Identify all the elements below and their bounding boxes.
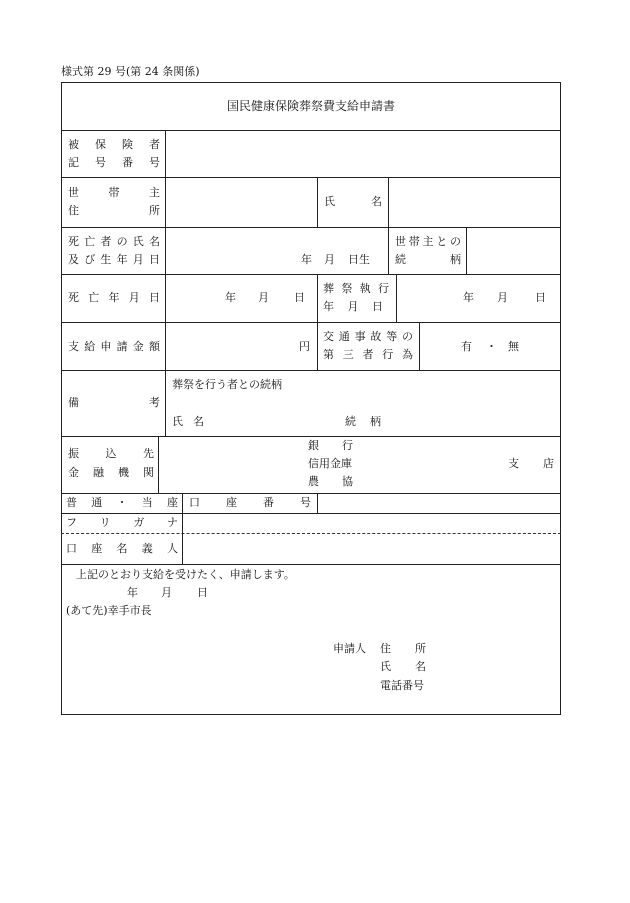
amount-unit: 円 bbox=[299, 340, 310, 353]
furigana-label: フ リ ガ ナ bbox=[66, 516, 178, 529]
rule bbox=[61, 513, 561, 514]
householder-address-label: 住 所 bbox=[68, 204, 160, 217]
birth-day-label: 日生 bbox=[348, 253, 370, 266]
third-party-separator: ・ bbox=[486, 340, 497, 353]
rule bbox=[317, 274, 318, 370]
rule bbox=[61, 130, 561, 131]
third-party-no: 無 bbox=[508, 340, 519, 353]
rule bbox=[158, 436, 159, 493]
rule bbox=[61, 177, 561, 178]
applicant-phone-label: 電話番号 bbox=[380, 679, 424, 692]
remarks-label: 備 考 bbox=[68, 396, 160, 409]
third-party-label-2: 第 三 者 行 為 bbox=[323, 348, 413, 361]
bank-option-nokyo: 農 協 bbox=[308, 475, 353, 488]
funeral-day-label: 日 bbox=[535, 291, 546, 304]
third-party-yes: 有 bbox=[461, 340, 472, 353]
death-month-label: 月 bbox=[258, 291, 269, 304]
declaration-month: 月 bbox=[161, 586, 172, 599]
declaration-text: 上記のとおり支給を受けたく、申請します。 bbox=[76, 568, 295, 581]
applicant-address-label: 住 所 bbox=[380, 642, 426, 655]
rule bbox=[317, 493, 318, 513]
rule bbox=[61, 322, 561, 323]
funeral-year-label: 年 bbox=[463, 291, 474, 304]
bank-branch-label: 支 店 bbox=[508, 457, 554, 470]
rule bbox=[182, 493, 183, 564]
form-number: 様式第 29 号(第 24 条関係) bbox=[61, 65, 200, 78]
remarks-relation-text: 葬祭を行う者との続柄 bbox=[172, 378, 282, 391]
form-title: 国民健康保険葬祭費支給申請書 bbox=[226, 99, 395, 113]
funeral-date-label: 葬 祭 執 行 bbox=[323, 282, 389, 295]
applicant-label: 申請人 bbox=[333, 642, 366, 655]
applicant-name-label: 氏 名 bbox=[380, 660, 426, 673]
birth-year-label: 年 bbox=[301, 253, 312, 266]
insured-label: 被 保 険 者 bbox=[68, 138, 160, 151]
rule bbox=[61, 493, 561, 494]
dashed-rule bbox=[61, 533, 561, 534]
account-type-label: 普 通 ・ 当 座 bbox=[66, 496, 178, 509]
rule bbox=[61, 227, 561, 228]
deceased-name-label: 死 亡 者 の 氏 名 bbox=[68, 235, 160, 248]
householder-name-label: 氏 名 bbox=[324, 195, 382, 208]
insured-number-label: 記 号 番 号 bbox=[68, 156, 160, 169]
relation-label: 世 帯 主 と の bbox=[395, 235, 461, 248]
remarks-relation-label: 続 柄 bbox=[345, 415, 381, 428]
funeral-month-label: 月 bbox=[497, 291, 508, 304]
rule bbox=[165, 130, 166, 437]
account-number-label: 口 座 番 号 bbox=[189, 496, 311, 509]
rule bbox=[61, 274, 561, 275]
death-year-label: 年 bbox=[225, 291, 236, 304]
account-holder-label: 口 座 名 義 人 bbox=[66, 542, 178, 555]
rule bbox=[61, 370, 561, 371]
rule bbox=[388, 227, 389, 274]
rule bbox=[317, 177, 318, 227]
death-day-label: 日 bbox=[294, 291, 305, 304]
rule bbox=[61, 564, 561, 565]
third-party-label: 交 通 事 故 等 の bbox=[323, 330, 413, 343]
declaration-year: 年 bbox=[127, 586, 138, 599]
rule bbox=[61, 436, 561, 437]
deceased-birthdate-label: 及 び 生 年 月 日 bbox=[68, 253, 160, 266]
rule bbox=[388, 177, 389, 227]
birth-month-label: 月 bbox=[324, 253, 335, 266]
rule bbox=[396, 274, 397, 322]
addressee: (あて先)幸手市長 bbox=[66, 604, 152, 617]
death-date-label: 死 亡 年 月 日 bbox=[68, 291, 160, 304]
bank-institution-label: 金 融 機 関 bbox=[68, 466, 154, 479]
amount-label: 支 給 申 請 金 額 bbox=[68, 340, 160, 353]
rule bbox=[466, 227, 467, 274]
remarks-name-label: 氏 名 bbox=[172, 415, 204, 428]
relation-label-2: 続 柄 bbox=[395, 253, 461, 266]
bank-option-shinkin: 信用金庫 bbox=[308, 457, 352, 470]
bank-option-bank: 銀 行 bbox=[308, 439, 353, 452]
bank-label: 振 込 先 bbox=[68, 447, 154, 460]
declaration-day: 日 bbox=[197, 586, 208, 599]
householder-label: 世 帯 主 bbox=[68, 186, 160, 199]
funeral-date-label-2: 年 月 日 bbox=[323, 300, 383, 313]
rule bbox=[419, 322, 420, 370]
